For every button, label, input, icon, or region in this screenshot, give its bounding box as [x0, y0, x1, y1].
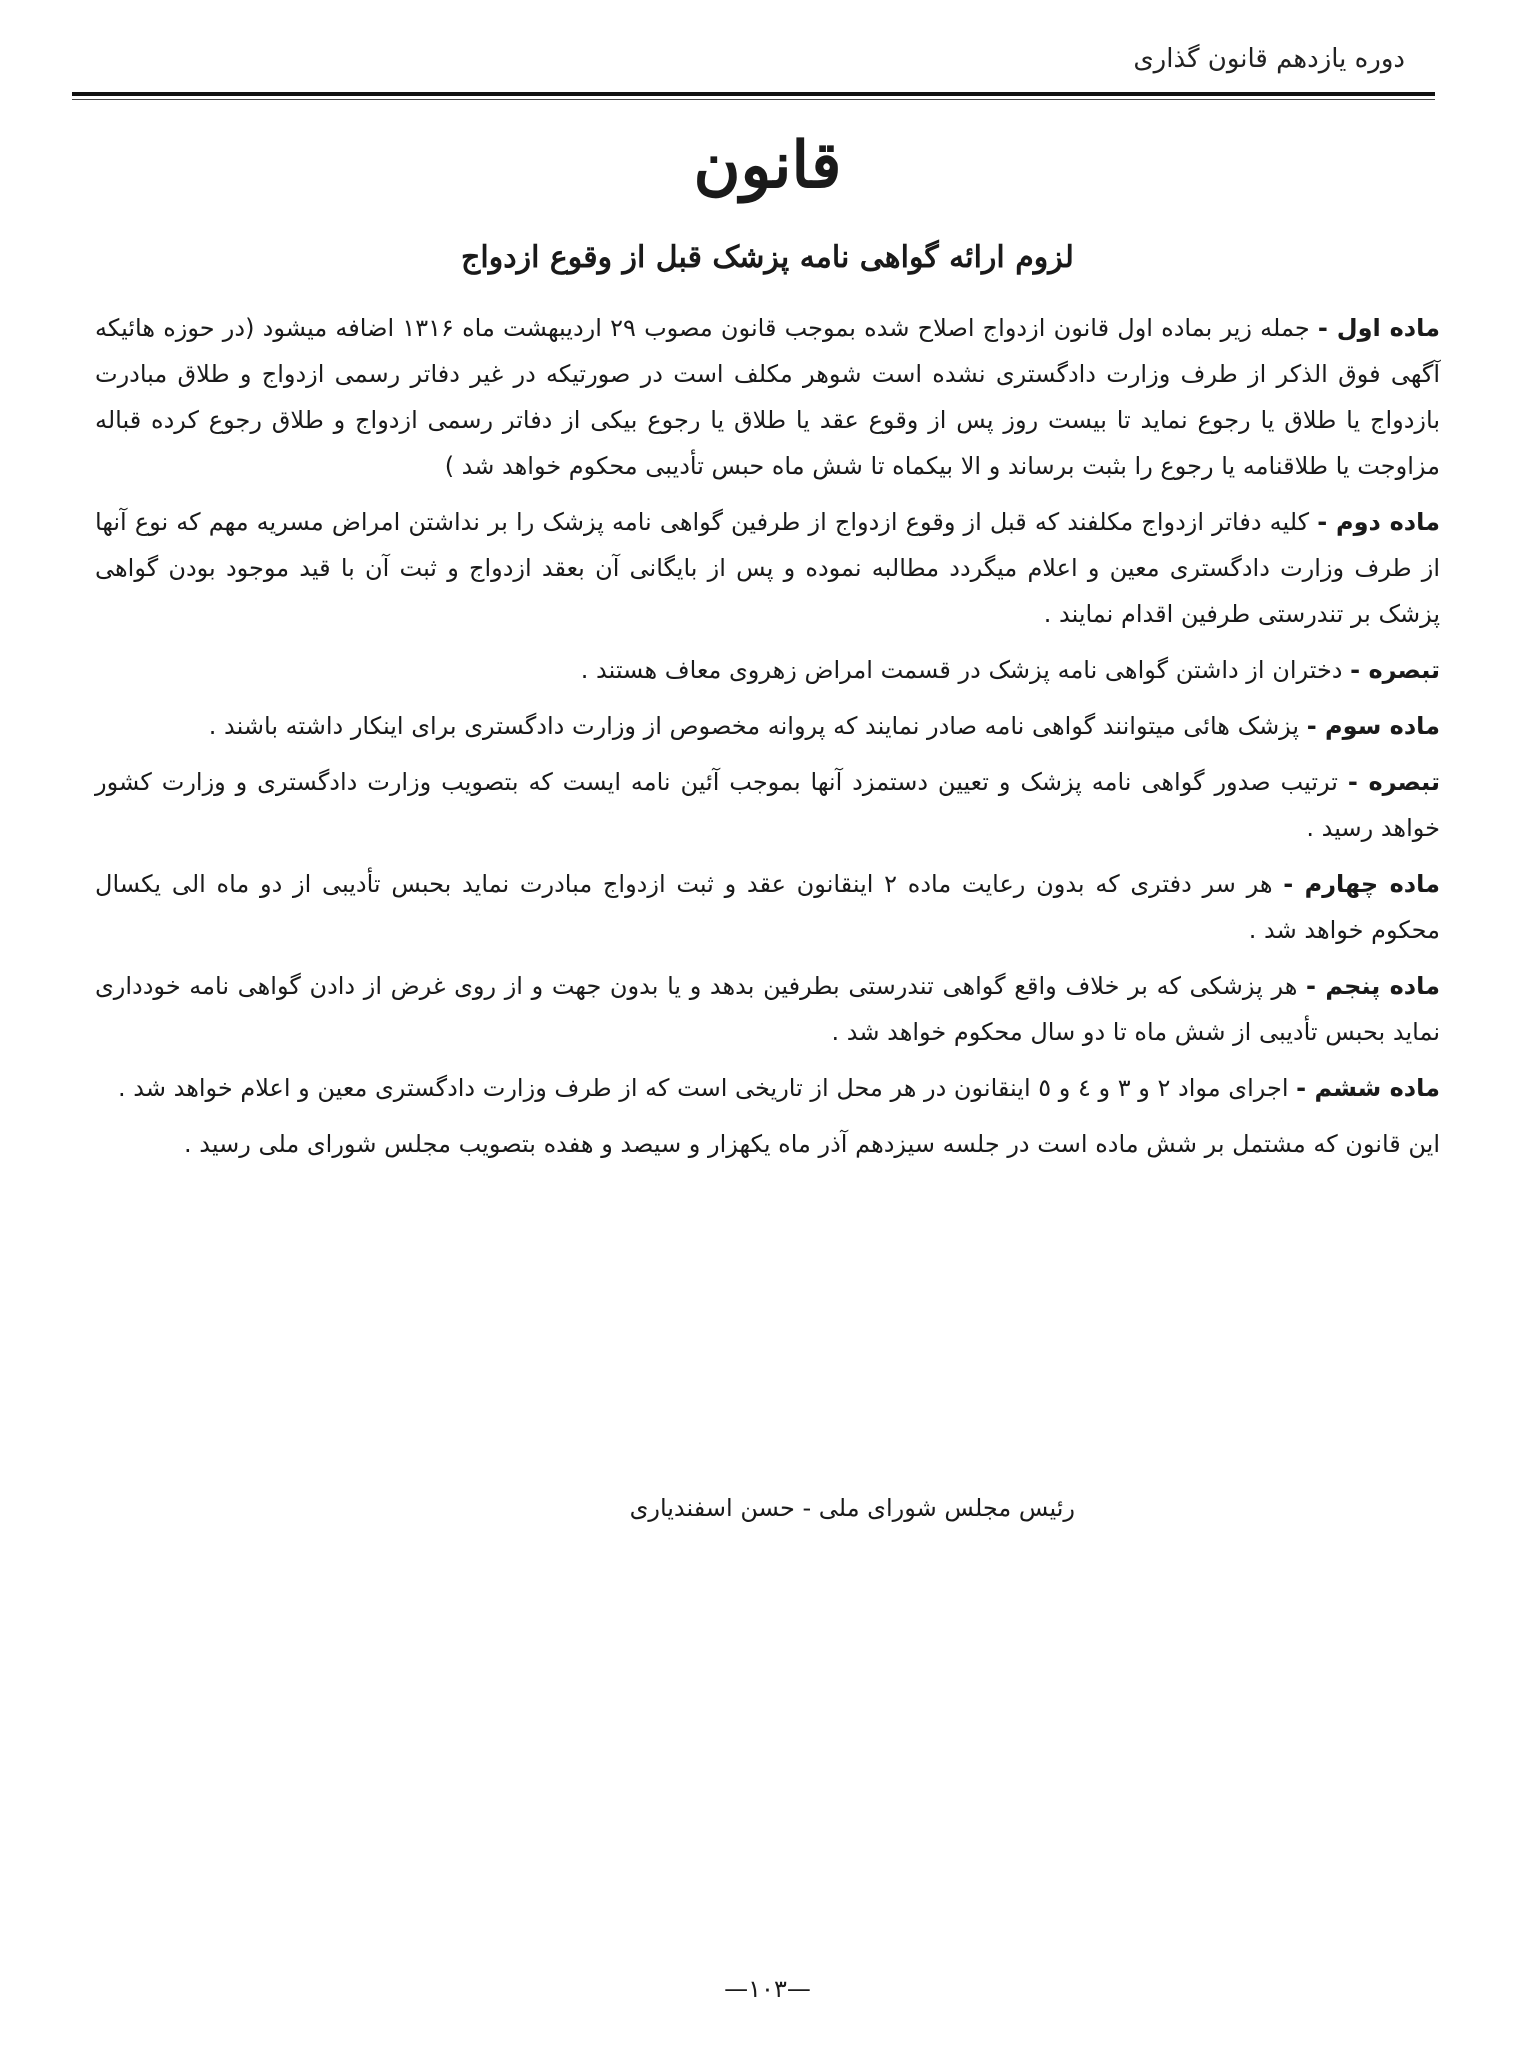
article-label: ماده اول -	[1317, 314, 1440, 342]
article-label: ماده چهارم -	[1283, 870, 1440, 898]
article-text: کلیه دفاتر ازدواج مکلفند که قبل از وقوع ازدواج از طرفین گواهی نامه پزشک را بر نداشتن امراض مسریه مهم که نوع آنها از طرف وزارت دادگستری معین و اعلام میگردد مطالبه نموده و پس از بایگانی آن بعقد ازدواج و ثبت آن با قید موجود بودن گواهی پزشک بر تندرستی طرفین اقدام نمایند .	[95, 508, 1440, 628]
article-text: اجرای مواد ۲ و ۳ و ٤ و ٥ اینقانون در هر محل از تاریخی است که از طرف وزارت دادگستری معین و اعلام خواهد شد .	[118, 1074, 1297, 1102]
article-text: هر پزشکی که بر خلاف واقع گواهی تندرستی بطرفین بدهد و یا بدون جهت و از روی غرض از دادن گواهی نامه خودداری نماید بحبس تأدیبی از شش ماه تا دو سال محکوم خواهد شد .	[95, 972, 1440, 1046]
article-4	[95, 861, 1440, 953]
article-1	[95, 305, 1440, 489]
document-title: قانون	[693, 128, 842, 203]
closing-statement: این قانون که مشتمل بر شش ماده است در جلسه سیزدهم آذر ماه یکهزار و سیصد و هفده بتصویب مجلس شورای ملی رسید .	[184, 1130, 1440, 1158]
article-text: هر سر دفتری که بدون رعایت ماده ۲ اینقانون عقد و ثبت ازدواج مبادرت نماید بحبس تأدیبی از دو ماه الی یکسال محکوم خواهد شد .	[95, 870, 1440, 944]
note-2	[95, 759, 1440, 851]
note-label: تبصره -	[1347, 768, 1440, 796]
note-label: تبصره -	[1350, 656, 1440, 684]
header-rule	[72, 92, 1435, 96]
note-text: دختران از داشتن گواهی نامه پزشک در قسمت امراض زهروی معاف هستند .	[580, 656, 1351, 684]
article-2	[95, 499, 1440, 637]
article-label: ماده دوم -	[1317, 508, 1440, 536]
article-text: پزشک هائی میتوانند گواهی نامه صادر نمایند که پروانه مخصوص از وزارت دادگستری برای اینکار داشته باشند .	[208, 712, 1307, 740]
header-rule-thin	[72, 99, 1435, 100]
article-label: ماده سوم -	[1306, 712, 1440, 740]
article-label: ماده پنجم -	[1306, 972, 1440, 1000]
article-5	[95, 963, 1440, 1055]
article-label: ماده ششم -	[1296, 1074, 1440, 1102]
note-1	[95, 647, 1440, 693]
signature-line: رئیس مجلس شورای ملی - حسن اسفندیاری	[629, 1494, 1075, 1522]
note-text: ترتیب صدور گواهی نامه پزشک و تعیین دستمزد آنها بموجب آئین نامه ایست که بتصویب وزارت دادگستری و وزارت کشور خواهد رسید .	[95, 768, 1440, 842]
running-header: دوره یازدهم قانون گذاری	[1133, 44, 1405, 74]
article-3	[95, 703, 1440, 749]
article-6	[95, 1065, 1440, 1111]
page-number: —۱۰۳—	[724, 1975, 811, 2003]
article-text: جمله زیر بماده اول قانون ازدواج اصلاح شده بموجب قانون مصوب ۲۹ اردیبهشت ماه ۱۳۱۶ اضافه میشود (در حوزه هائیکه آگهی فوق الذکر از طرف وزارت دادگستری نشده است شوهر مکلف است در صورتیکه در غیر دفاتر رسمی ازدواج و طلاق مبادرت بازدواج یا طلاق یا رجوع نماید تا بیست روز پس از وقوع عقد یا طلاق یا رجوع بیکی از دفاتر رسمی ازدواج و طلاق رجوع کرده قباله مزاوجت یا طلاقنامه یا رجوع را بثبت برساند و الا بیکماه تا شش ماه حبس تأدیبی محکوم خواهد شد )	[95, 314, 1440, 480]
document-body	[95, 305, 1440, 1177]
document-subtitle: لزوم ارائه گواهی نامه پزشک قبل از وقوع ازدواج	[461, 240, 1074, 275]
